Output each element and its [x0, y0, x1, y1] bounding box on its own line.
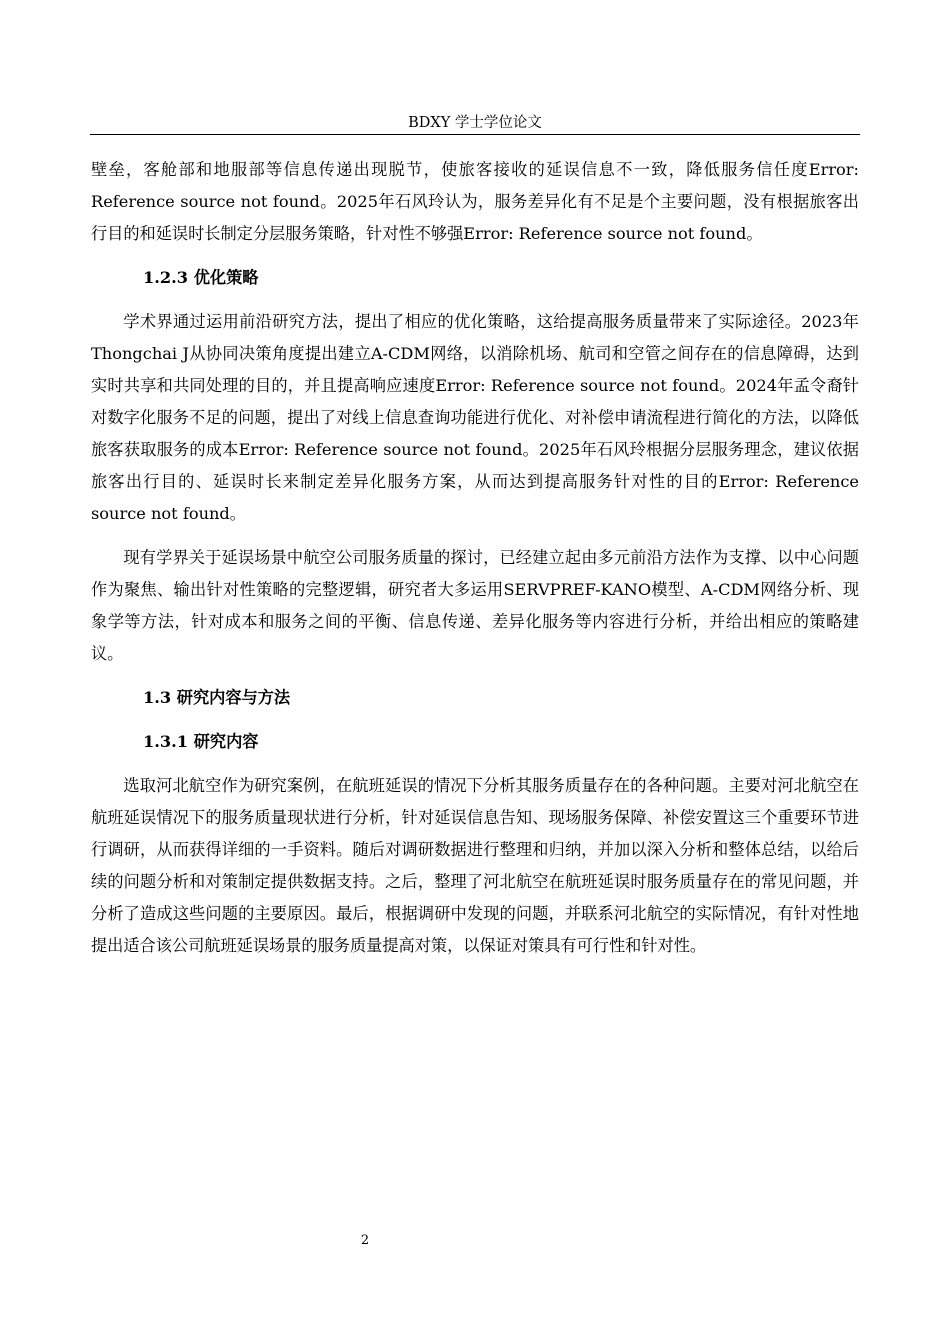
- document-body: [91, 154, 859, 962]
- page-number: 2: [360, 1233, 370, 1248]
- section-heading-1-3-1: 1.3.1 研究内容: [143, 732, 259, 751]
- paragraph-research-content: 选取河北航空作为研究案例，在航班延误的情况下分析其服务质量存在的各种问题。主要对河北航空在航班延误情况下的服务质量现状进行分析，针对延误信息告知、现场服务保障、补偿安置这三个重要环节进行调研，从而获得详细的一手资料。随后对调研数据进行整理和归纳，并加以深入分析和整体总结，以给后续的问题分析和对策制定提供数据支持。之后，整理了河北航空在航班延误时服务质量存在的常见问题，并分析了造成这些问题的主要原因。最后，根据调研中发现的问题，并联系河北航空的实际情况，有针对性地提出适合该公司航班延误场景的服务质量提高对策，以保证对策具有可行性和针对性。: [91, 776, 859, 955]
- section-heading-1-2-3: 1.2.3 优化策略: [143, 268, 259, 287]
- paragraph-literature-summary: 现有学界关于延误场景中航空公司服务质量的探讨，已经建立起由多元前沿方法作为支撑、以中心问题作为聚焦、输出针对性策略的完整逻辑，研究者大多运用SERVPREF-KANO模型、A-CDM网络分析、现象学等方法，针对成本和服务之间的平衡、信息传递、差异化服务等内容进行分析，并给出相应的策略建议。: [91, 548, 859, 663]
- section-heading-1-3: 1.3 研究内容与方法: [143, 688, 291, 707]
- paragraph-optimization-strategy: 学术界通过运用前沿研究方法，提出了相应的优化策略，这给提高服务质量带来了实际途径。2023年Thongchai J从协同决策角度提出建立A-CDM网络，以消除机场、航司和空管之间存在的信息障碍，达到实时共享和共同处理的目的，并且提高响应速度Error: Reference source not found。2024年孟令裔针对数字化服务不足的问题，提出了对线上信息查询功能进行优化、对补偿申请流程进行简化的方法，以降低旅客获取服务的成本Error: Reference source not found。2025年石风玲根据分层服务理念，建议依据旅客出行目的、延误时长来制定差异化服务方案，从而达到提高服务针对性的目的Error: Reference source not found。: [91, 312, 859, 523]
- paragraph-continued: 壁垒，客舱部和地服部等信息传递出现脱节，使旅客接收的延误信息不一致，降低服务信任度Error: Reference source not found。2025年石风玲认为，服务差异化有不足是个主要问题，没有根据旅客出行目的和延误时长制定分层服务策略，针对性不够强Error: Reference source not found。: [91, 160, 859, 243]
- running-header: BDXY 学士学位论文: [90, 112, 860, 135]
